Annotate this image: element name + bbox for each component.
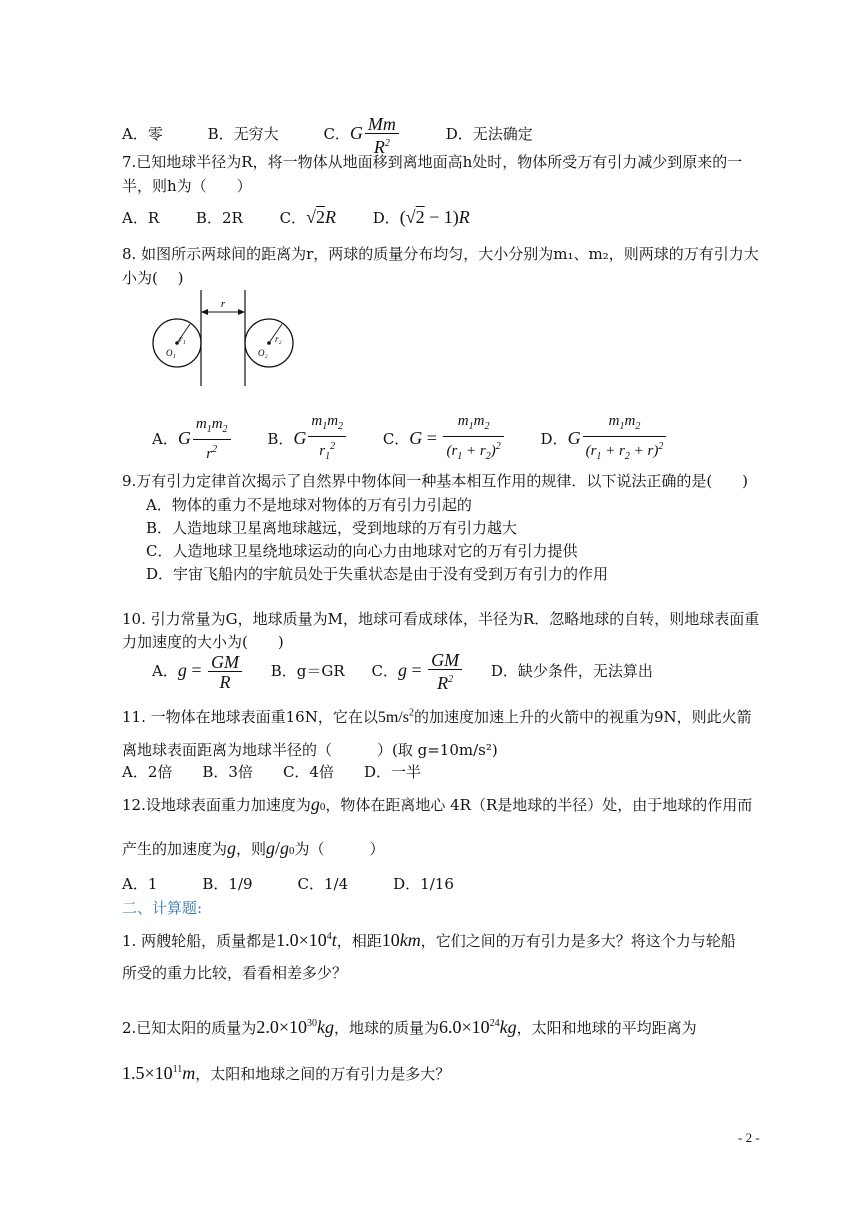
q10-option-b: B．g＝GR: [270, 662, 345, 680]
q7-option-b: B．2R: [195, 209, 243, 227]
calc2-line1: 2.已知太阳的质量为$2.0\times 10^{30}kg$，地球的质量为$6.0\times 10^{24}kg$，太阳和地球的平均距离为: [122, 1017, 697, 1037]
q8-line1: 8. 如图所示两球间的距离为r，两球的质量分布均匀，大小分别为m₁、m₂，则两球的万有引力大: [122, 245, 759, 263]
q9-option-b: B．人造地球卫星离地球越远，受到地球的万有引力越大: [146, 519, 518, 537]
q6-option-c: C．G $\frac{Mm}{R^2}$: [323, 115, 400, 157]
q10-option-c: C．g = $\frac{GM}{R^2}$: [371, 662, 464, 680]
calc1-line2: 所受的重力比较，看看相差多少？: [122, 964, 348, 982]
q8-option-c: C．G = $\frac{m_1m_2}{(r_1 + r_2)^2}$: [383, 430, 506, 448]
q8-option-d: D．G $\frac{m_1m_2}{(r_1 + r_2 + r)^2}$: [541, 430, 669, 448]
q10-options: [152, 651, 653, 693]
q8-options: [152, 412, 668, 467]
q6-option-d: D．无法确定: [445, 125, 533, 143]
figure-label-o1: O₁: [166, 348, 176, 358]
q7-options: [122, 207, 470, 228]
q7-option-a: A．R: [122, 209, 160, 227]
q8-option-a: A．G $\frac{m_1m_2}{r^2}$: [152, 430, 233, 448]
page-number: - 2 -: [738, 1130, 760, 1145]
section-heading-calculation: 二、计算题:: [122, 899, 203, 917]
q7-option-d: D．(√2 − 1)R: [372, 207, 470, 227]
q9-option-c: C．人造地球卫星绕地球运动的向心力由地球对它的万有引力提供: [146, 542, 578, 560]
figure-label-r2: r₂: [275, 334, 282, 344]
q11-options: A．2倍 B．3倍 C．4倍 D．一半: [122, 763, 421, 781]
q11-line2: 离地球表面距离为地球半径的（ ）(取 g=10m/s²): [122, 741, 498, 759]
q9-stem: 9.万有引力定律首次揭示了自然界中物体间一种基本相互作用的规律．以下说法正确的是( ): [122, 472, 749, 490]
figure-label-r: r: [220, 298, 226, 310]
calc1-line1: 1. 两艘轮船，质量都是$1.0\times 10^4t$，相距10km，它们之间的万有引力是多大？将这个力与轮船: [122, 930, 736, 950]
figure-label-r1: r₁: [179, 334, 186, 344]
q12-line2: 产生的加速度为g，则g/g0为（ ）: [122, 838, 385, 858]
q11-line1: 11. 一物体在地球表面重16N，它在以$5m/s^2$的加速度加速上升的火箭中的视重为9N，则此火箭: [122, 707, 752, 726]
q12-options: A．1 B．1/9 C．1/4 D．1/16: [122, 875, 454, 893]
q10-line1: 10. 引力常量为G，地球质量为M，地球可看成球体，半径为R．忽略地球的自转，则地球表面重: [122, 610, 760, 628]
q12-line1: 12.设地球表面重力加速度为g0，物体在距离地心 4R（R是地球的半径）处，由于地球的作用而: [122, 794, 753, 814]
two-spheres-figure: [148, 288, 308, 388]
calc2-line2: $1.5\times 10^{11}m$，太阳和地球之间的万有引力是多大？: [122, 1063, 451, 1083]
q10-line2: 力加速度的大小为( ): [122, 633, 284, 651]
q7-line1: 7.已知地球半径为R，将一物体从地面移到离地面高h处时，物体所受万有引力减少到原来的一: [122, 153, 743, 171]
q10-option-d: D．缺少条件，无法算出: [490, 662, 653, 680]
figure-label-o2: O₂: [258, 348, 268, 358]
q7-option-c: C．√2R: [279, 207, 336, 227]
q6-option-a: A．零: [122, 125, 163, 143]
q10-option-a: A．g = $\frac{GM}{R}$: [152, 662, 244, 680]
q9-option-a: A．物体的重力不是地球对物体的万有引力引起的: [146, 496, 472, 514]
q8-option-b: B．G $\frac{m_1m_2}{r_1^2}$: [267, 430, 348, 448]
q6-option-b: B．无穷大: [207, 125, 279, 143]
q8-line2: 小为( ): [122, 269, 184, 287]
q7-line2: 半，则h为（ ）: [122, 177, 252, 195]
q9-option-d: D．宇宙飞船内的宇航员处于失重状态是由于没有受到万有引力的作用: [146, 565, 609, 583]
